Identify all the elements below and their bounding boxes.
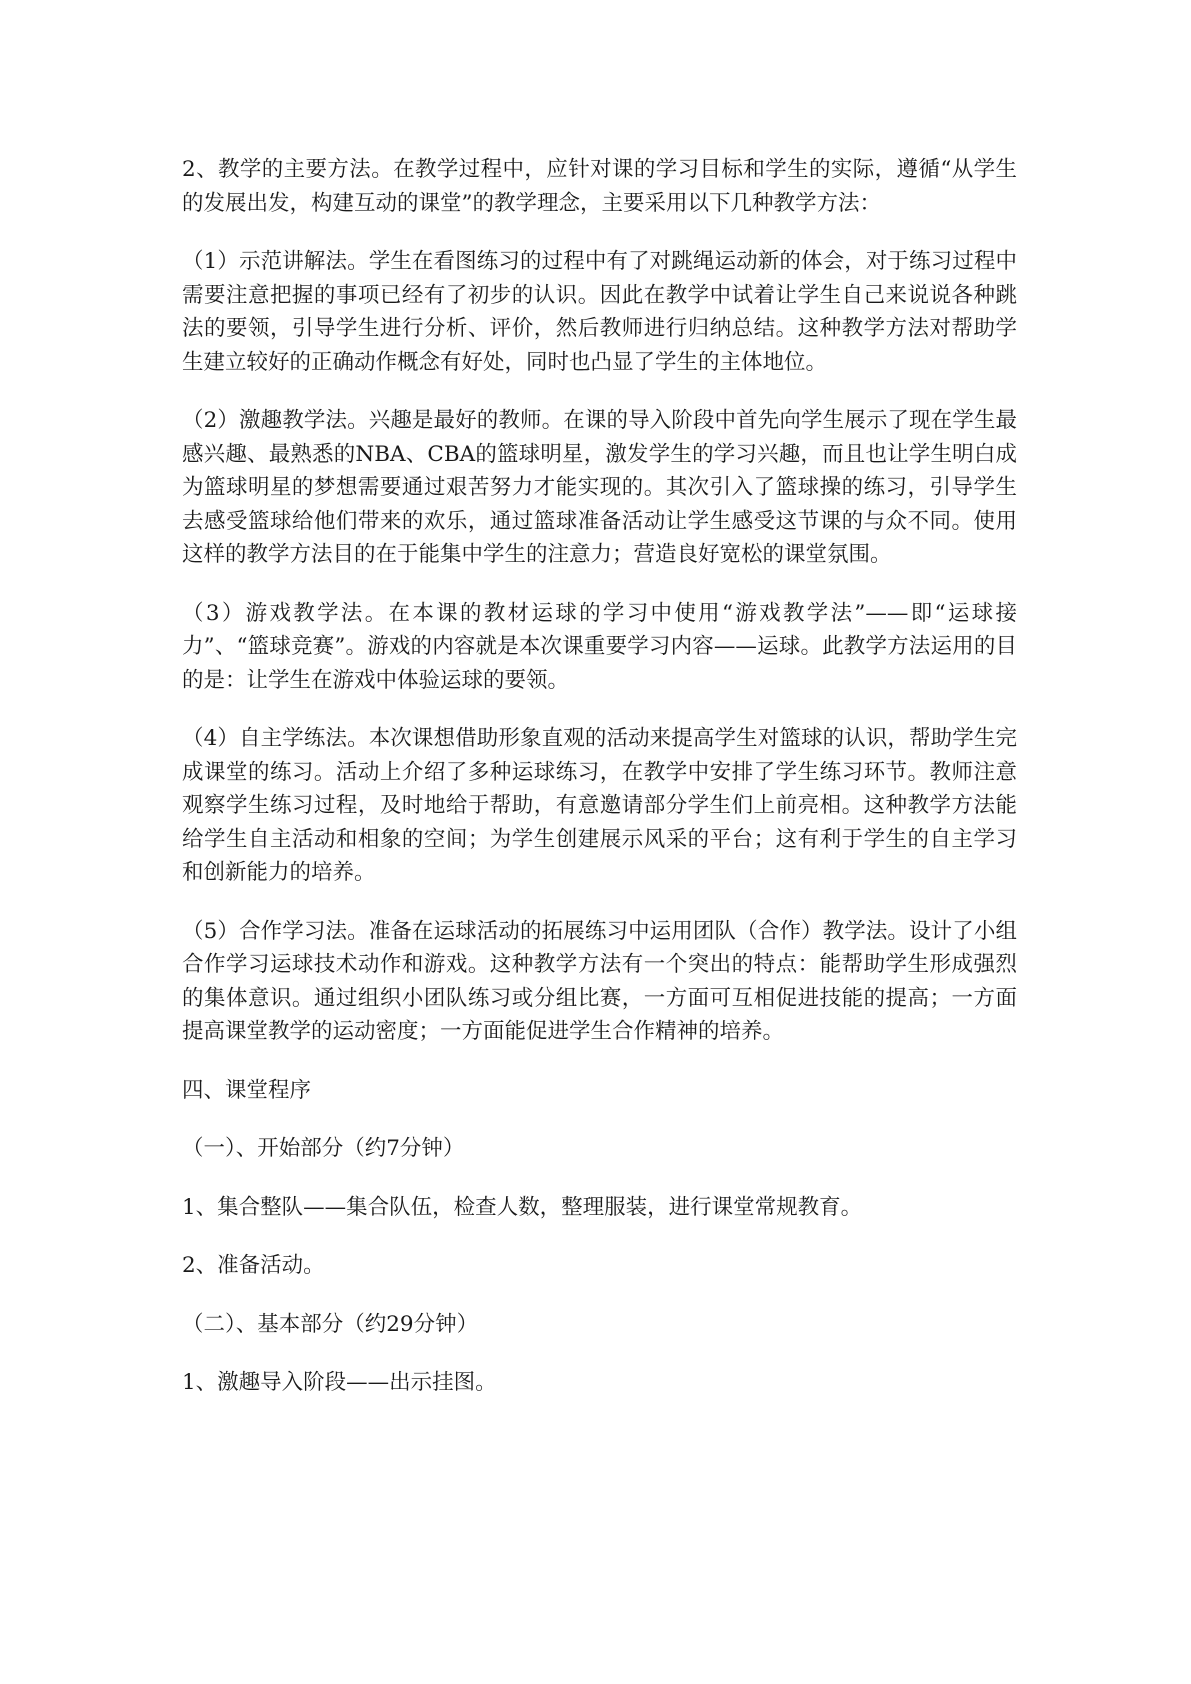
paragraph-method-self-practice: （4）自主学练法。本次课想借助形象直观的活动来提高学生对篮球的认识，帮助学生完成课堂的练习。活动上介绍了多种运球练习，在教学中安排了学生练习环节。教师注意观察学生练习过程，及时地给于帮助，有意邀请部分学生们上前亮相。这种教学方法能给学生自主活动和相象的空间；为学生创建展示风采的平台；这有利于学生的自主学习和创新能力的培养。 [182, 726, 1017, 885]
paragraph-method-interest: （2）激趣教学法。兴趣是最好的教师。在课的导入阶段中首先向学生展示了现在学生最感兴趣、最熟悉的NBA、CBA的篮球明星，激发学生的学习兴趣，而且也让学生明白成为篮球明星的梦想需要通过艰苦努力才能实现的。其次引入了篮球操的练习，引导学生去感受篮球给他们带来的欢乐，通过篮球准备活动让学生感受这节课的与众不同。使用这样的教学方法目的在于能集中学生的注意力；营造良好宽松的课堂氛围。 [182, 408, 1017, 567]
subsection-heading-basic: （二）、基本部分（约29分钟） [182, 1311, 479, 1337]
subsection-heading-opening: （一）、开始部分（约7分钟） [182, 1136, 465, 1161]
section-heading-class-procedure: 四、课堂程序 [182, 1077, 312, 1103]
paragraph-method-cooperation: （5）合作学习法。准备在运球活动的拓展练习中运用团队（合作）教学法。设计了小组合作学习运球技术动作和游戏。这种教学方法有一个突出的特点：能帮助学生形成强烈的集体意识。通过组织小团队练习或分组比赛，一方面可互相促进技能的提高；一方面提高课堂教学的运动密度；一方面能促进学生合作精神的培养。 [182, 918, 1017, 1044]
document-body [182, 153, 1017, 1425]
list-item-warmup: 2、准备活动。 [182, 1253, 325, 1278]
paragraph-teaching-methods-intro: 2、教学的主要方法。在教学过程中，应针对课的学习目标和学生的实际，遵循“从学生的发展出发，构建互动的课堂”的教学理念，主要采用以下几种教学方法： [182, 157, 1017, 216]
list-item-assembly: 1、集合整队——集合队伍，检查人数，整理服装，进行课堂常规教育。 [182, 1194, 863, 1220]
list-item-introduction: 1、激趣导入阶段——出示挂图。 [182, 1370, 497, 1395]
paragraph-method-game: （3）游戏教学法。在本课的教材运球的学习中使用“游戏教学法”——即“运球接力”、“篮球竞赛”。游戏的内容就是本次课重要学习内容——运球。此教学方法运用的目的是：让学生在游戏中体验运球的要领。 [182, 600, 1017, 693]
paragraph-method-demonstration: （1）示范讲解法。学生在看图练习的过程中有了对跳绳运动新的体会，对于练习过程中需要注意把握的事项已经有了初步的认识。因此在教学中试着让学生自己来说说各种跳法的要领，引导学生进行分析、评价，然后教师进行归纳总结。这种教学方法对帮助学生建立较好的正确动作概念有好处，同时也凸显了学生的主体地位。 [182, 249, 1017, 375]
